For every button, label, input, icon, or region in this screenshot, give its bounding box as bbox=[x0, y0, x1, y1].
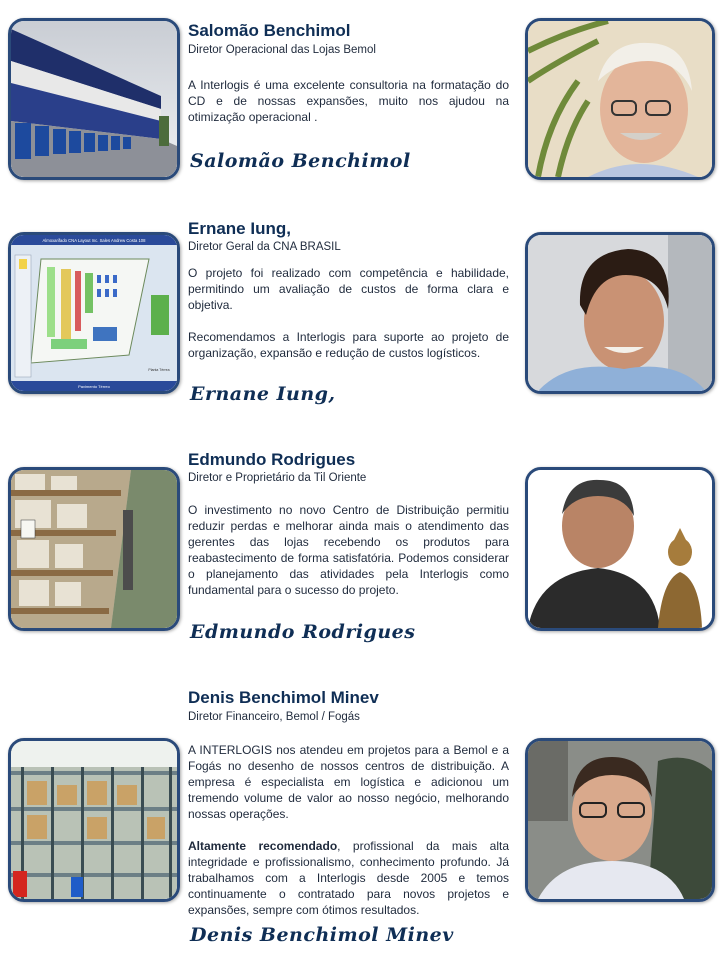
signature: Salomão Benchimol bbox=[190, 150, 411, 172]
signature: Denis Benchimol Minev bbox=[190, 924, 454, 946]
plan-title: Almoxarifado CNA Layout Inc. Sales Andrew Costa 108 bbox=[42, 238, 146, 243]
testimonial-role: Diretor Geral da CNA BRASIL bbox=[188, 241, 341, 253]
warehouse-shelves-photo bbox=[8, 467, 180, 631]
portrait-photo bbox=[525, 467, 715, 631]
testimonial-role: Diretor Financeiro, Bemol / Fogás bbox=[188, 711, 360, 723]
portrait-photo bbox=[525, 232, 715, 394]
portrait-photo bbox=[525, 738, 715, 902]
highlight-lead: Altamente recomendado bbox=[188, 839, 338, 853]
testimonial-name: Denis Benchimol Minev bbox=[188, 688, 379, 707]
plan-footer: Pavimento Térreo bbox=[78, 384, 110, 389]
portrait-photo bbox=[525, 18, 715, 180]
testimonial-role: Diretor e Proprietário da Til Oriente bbox=[188, 472, 367, 484]
signature: Edmundo Rodrigues bbox=[190, 621, 416, 643]
signature: Ernane Iung, bbox=[190, 383, 336, 405]
testimonial-text bbox=[188, 838, 509, 918]
testimonial-name: Ernane Iung, bbox=[188, 219, 291, 238]
warehouse-mezzanine-photo bbox=[8, 738, 180, 902]
testimonial-text: A Interlogis é uma excelente consultoria na formatação do CD e de nossas expansões, muito nos ajudou na otimização operacional . bbox=[188, 78, 509, 124]
warehouse-exterior-photo bbox=[8, 18, 180, 180]
testimonial-role: Diretor Operacional das Lojas Bemol bbox=[188, 44, 376, 56]
highlight-rest: , profissional da mais alta integridade e profissionalismo, conhecimento profundo. Já trabalhamos com a Interlogis desde 2005 e temos continuamente o contratado para novos projetos e expansões, sempre com ótimos resultados. bbox=[188, 839, 509, 917]
testimonial-text: O investimento no novo Centro de Distribuição permitiu reduzir perdas e melhorar ainda mais o atendimento das gerentes das lojas recebendo os produtos para reabastecimento de forma satisfatória. Podemos considerar o planejamento das atividades pela Interlogis como fundamental para o sucesso do projeto. bbox=[188, 503, 509, 597]
testimonial-text: O projeto foi realizado com competência e habilidade, permitindo um avaliação de custos de forma clara e objetiva. bbox=[188, 266, 509, 312]
plan-corner-label: Planta Térrea bbox=[148, 368, 170, 372]
warehouse-layout-plan bbox=[8, 232, 180, 394]
testimonial-name: Salomão Benchimol bbox=[188, 21, 351, 40]
testimonial-text: A INTERLOGIS nos atendeu em projetos para a Bemol e a Fogás no desenho de nossos centros de distribuição. A empresa é especialista em logística e adicionou um tremendo volume de valor ao nosso negócio, melhorando nossas operações. bbox=[188, 743, 509, 821]
testimonial-text: Recomendamos a Interlogis para suporte ao projeto de organização, expansão e redução de custos logísticos. bbox=[188, 330, 509, 360]
testimonial-name: Edmundo Rodrigues bbox=[188, 450, 356, 469]
